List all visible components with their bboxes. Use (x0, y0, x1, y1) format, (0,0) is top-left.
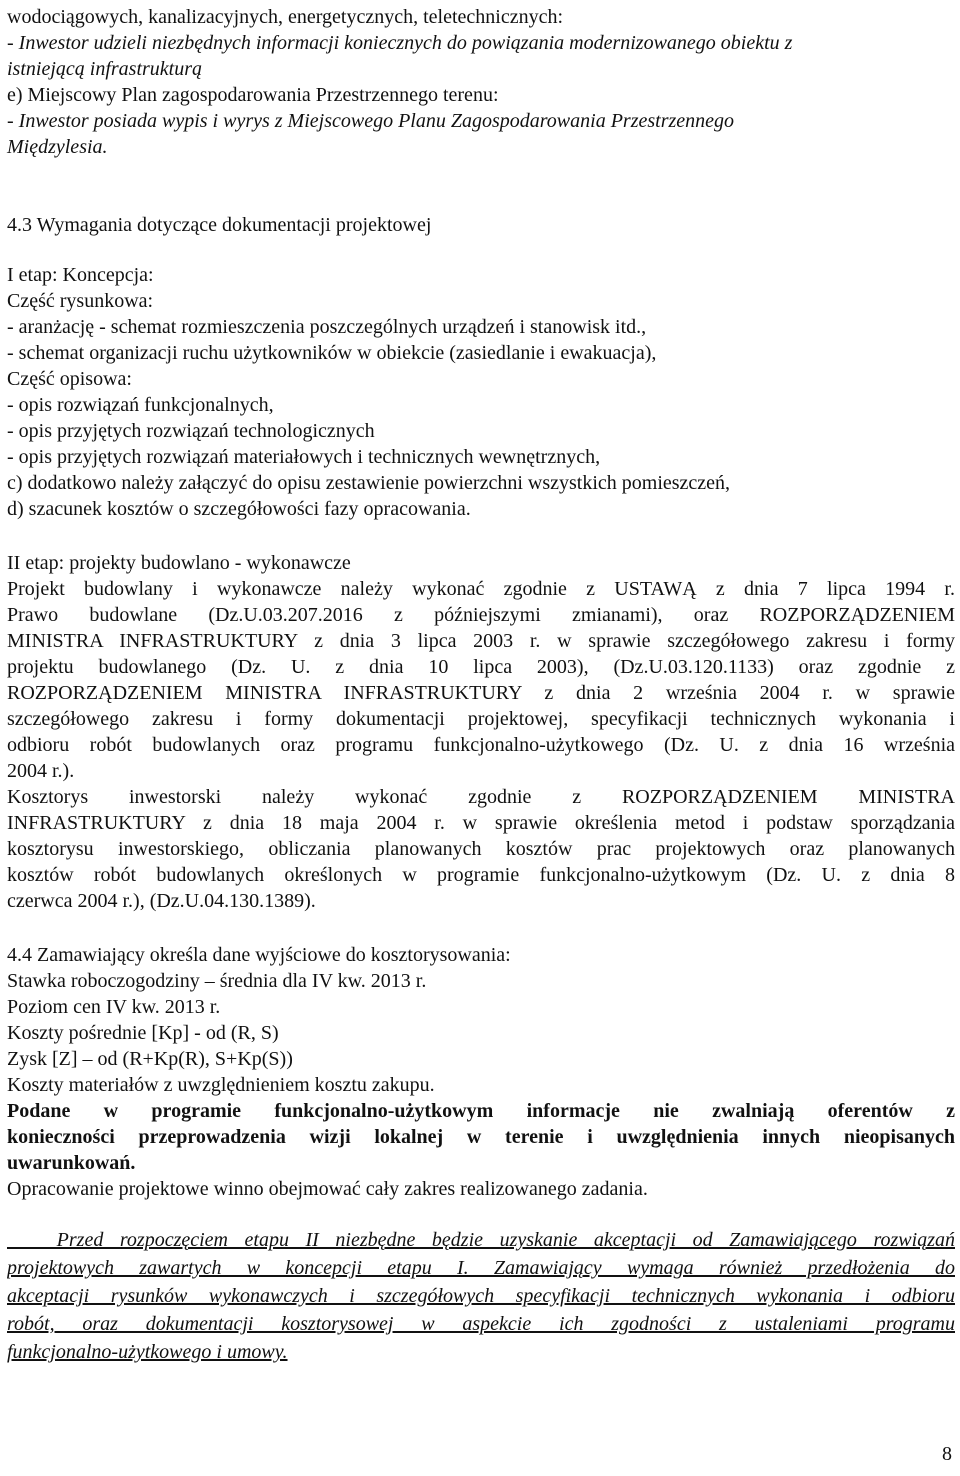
paragraph-line: 2004 r.). (7, 760, 75, 782)
stage-1-line: - aranżację - schemat rozmieszczenia poszczególnych urządzeń i stanowisk itd., (7, 316, 647, 338)
intro-line: Międzylesia. (7, 136, 108, 158)
section-4-4-heading: 4.4 Zamawiający określa dane wyjściowe do kosztorysowania: (7, 944, 511, 966)
stage-1-line: - opis przyjętych rozwiązań technologicznych (7, 420, 375, 442)
acceptance-note-paragraph (7, 1226, 955, 1366)
paragraph-line: kosztów robót budowlanych określonych w programie funkcjonalno-użytkowym (Dz. U. z dnia 8 (7, 864, 955, 886)
section-4-4-block (7, 942, 957, 1098)
intro-line: - Inwestor posiada wypis i wyrys z Miejscowego Planu Zagospodarowania Przestrzennego (7, 110, 735, 132)
stage-1-line: Część opisowa: (7, 368, 132, 390)
stage-1-line: I etap: Koncepcja: (7, 264, 154, 286)
stage-1-line: - schemat organizacji ruchu użytkowników w obiekcie (zasiedlanie i ewakuacja), (7, 342, 657, 364)
stage-1-line: c) dodatkowo należy załączyć do opisu zestawienie powierzchni wszystkich pomieszczeń, (7, 472, 731, 494)
section-4-4-line: Stawka roboczogodziny – średnia dla IV kw. 2013 r. (7, 970, 427, 992)
section-4-4-line: Koszty pośrednie [Kp] - od (R, S) (7, 1022, 279, 1044)
section-4-4-line: Koszty materiałów z uwzględnieniem kosztu zakupu. (7, 1074, 435, 1096)
stage-1-block (7, 262, 957, 522)
paragraph-line: projektowych zawartych w koncepcji etapu I. Zamawiający wymaga również przedłożenia do (7, 1257, 955, 1279)
section-4-4-line: Zysk [Z] – od (R+Kp(R), S+Kp(S)) (7, 1048, 293, 1070)
stage-1-line: Część rysunkowa: (7, 290, 154, 312)
paragraph-line: kosztorysu inwestorskiego, obliczania planowanych kosztów prac projektowych oraz planowanych (7, 838, 955, 860)
paragraph-line: konieczności przeprowadzenia wizji lokalnej w terenie i uwzględnienia innych nieopisanych (7, 1126, 955, 1148)
bold-notice-paragraph (7, 1098, 955, 1176)
paragraph-line: robót, oraz dokumentacji kosztorysowej w aspekcie ich zgodności z ustaleniami programu (7, 1313, 955, 1335)
spacer (7, 914, 957, 942)
paragraph-line: funkcjonalno-użytkowego i umowy. (7, 1341, 288, 1363)
intro-line: - Inwestor udzieli niezbędnych informacji koniecznych do powiązania modernizowanego obiektu z (7, 32, 793, 54)
spacer (7, 522, 957, 550)
paragraph-line: uwarunkowań. (7, 1152, 136, 1174)
stage-1-line: - opis przyjętych rozwiązań materiałowych i technicznych wewnętrznych, (7, 446, 601, 468)
cost-estimate-paragraph (7, 784, 955, 914)
paragraph-line: Kosztorys inwestorski należy wykonać zgodnie z ROZPORZĄDZENIEM MINISTRA (7, 786, 955, 808)
spacer (7, 238, 957, 262)
stage-2-heading: II etap: projekty budowlano - wykonawcze (7, 552, 351, 574)
paragraph-line: INFRASTRUKTURY z dnia 18 maja 2004 r. w sprawie określenia metod i podstaw sporządzania (7, 812, 955, 834)
section-4-3-heading: 4.3 Wymagania dotyczące dokumentacji projektowej (7, 214, 432, 236)
intro-line: wodociągowych, kanalizacyjnych, energetycznych, teletechnicznych: (7, 6, 564, 28)
paragraph-line: Podane w programie funkcjonalno-użytkowym informacje nie zwalniają oferentów z (7, 1100, 955, 1122)
paragraph-line: Projekt budowlany i wykonawcze należy wykonać zgodnie z USTAWĄ z dnia 7 lipca 1994 r. (7, 578, 955, 600)
section-4-4-line: Poziom cen IV kw. 2013 r. (7, 996, 221, 1018)
closing-line: Opracowanie projektowe winno obejmować cały zakres realizowanego zadania. (7, 1178, 648, 1200)
paragraph-line: Prawo budowlane (Dz.U.03.207.2016 z późniejszymi zmianami), oraz ROZPORZĄDZENIEM (7, 604, 955, 626)
paragraph-line: projektu budowlanego (Dz. U. z dnia 10 lipca 2003), (Dz.U.03.120.1133) oraz zgodnie z (7, 656, 955, 678)
paragraph-line: czerwca 2004 r.), (Dz.U.04.130.1389). (7, 890, 316, 912)
paragraph-line: ROZPORZĄDZENIEM MINISTRA INFRASTRUKTURY z dnia 2 września 2004 r. w sprawie (7, 682, 955, 704)
stage-1-line: d) szacunek kosztów o szczegółowości fazy opracowania. (7, 498, 471, 520)
paragraph-line: Przed rozpoczęciem etapu II niezbędne będzie uzyskanie akceptacji od Zamawiającego rozwiązań (7, 1229, 955, 1251)
spacer (7, 160, 957, 212)
spacer (7, 1202, 957, 1226)
document-page (7, 4, 957, 1366)
paragraph-line: odbioru robót budowlanych oraz programu funkcjonalno-użytkowego (Dz. U. z dnia 16 września (7, 734, 955, 756)
intro-line: e) Miejscowy Plan zagospodarowania Przestrzennego terenu: (7, 84, 499, 106)
intro-line: istniejącą infrastrukturą (7, 58, 202, 80)
paragraph-line: szczegółowego zakresu i formy dokumentacji projektowej, specyfikacji technicznych wykonania i (7, 708, 955, 730)
page-number: 8 (942, 1443, 952, 1465)
paragraph-line: MINISTRA INFRASTRUKTURY z dnia 3 lipca 2003 r. w sprawie szczegółowego zakresu i formy (7, 630, 955, 652)
paragraph-line: akceptacji rysunków wykonawczych i szczegółowych specyfikacji technicznych wykonania i odbioru (7, 1285, 955, 1307)
stage-1-line: - opis rozwiązań funkcjonalnych, (7, 394, 274, 416)
stage-2-paragraph (7, 576, 955, 784)
